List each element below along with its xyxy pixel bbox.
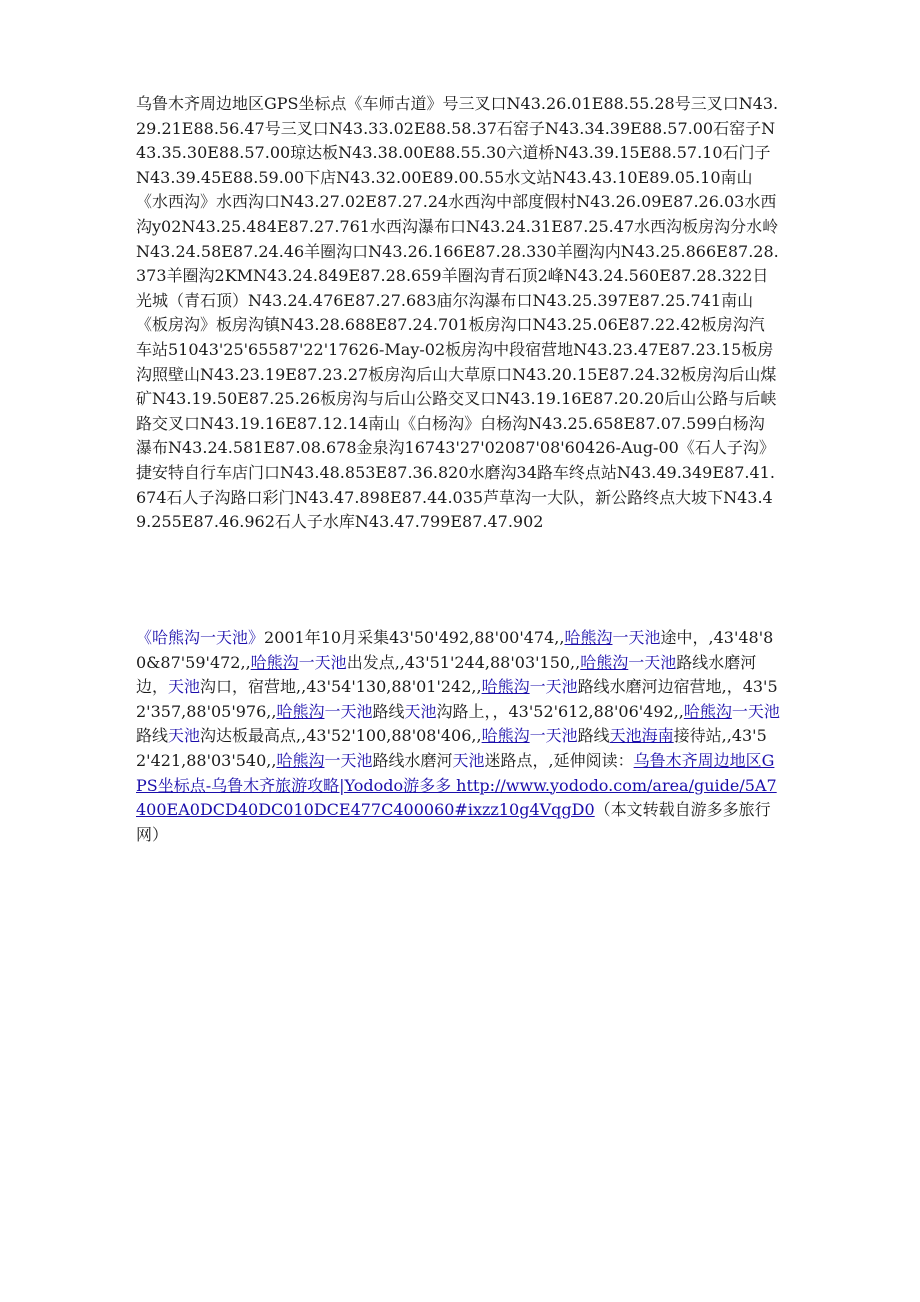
hyperlink[interactable]: 哈熊沟: [276, 701, 325, 721]
link-text[interactable]: 一天池: [324, 750, 373, 770]
hyperlink[interactable]: 哈熊沟: [276, 750, 325, 770]
link-text[interactable]: 一天池: [529, 726, 578, 746]
text-run: （本文转载自游多多旅行网）: [136, 800, 771, 844]
text-run: 沟达板最高点,,43'52'100,88'08'406,,: [200, 726, 482, 746]
hyperlink[interactable]: 哈熊沟: [580, 652, 629, 672]
text-run: 沟路上，，43'52'612,88'06'492,,: [436, 701, 684, 721]
text-run: 路线: [577, 726, 610, 746]
text-run: 路线水磨河边，: [136, 652, 757, 697]
text-run: 接待站,,43'52'421,88'03'540,,: [136, 726, 767, 770]
link-text[interactable]: 《哈熊沟一天池》: [136, 628, 265, 647]
text-run: 路线水磨河: [372, 750, 453, 770]
hyperlink[interactable]: 哈熊沟: [481, 677, 530, 697]
hyperlink[interactable]: 天池海南: [609, 726, 674, 746]
link-text[interactable]: 天池: [452, 750, 485, 770]
link-text[interactable]: 天池: [168, 726, 201, 746]
link-text[interactable]: 一天池: [298, 652, 347, 672]
text-run: 途中，,43'48'80&87'59'472,,: [136, 628, 774, 672]
hyperlink[interactable]: 哈熊沟: [564, 628, 613, 647]
link-text[interactable]: 一天池: [612, 628, 661, 647]
link-text[interactable]: 天池: [168, 677, 201, 697]
text-run: 路线: [372, 701, 405, 721]
text-run: 迷路点，,延伸阅读：: [484, 750, 634, 770]
hyperlink[interactable]: 哈熊沟: [683, 701, 732, 721]
link-text[interactable]: 一天池: [324, 701, 373, 721]
text-run: 路线: [136, 726, 169, 746]
hyperlink[interactable]: 乌鲁木齐周边地区GPS坐标点-乌鲁木齐旅游攻略|Yododo游多多 http://www.yododo.com/area/guide/5A7400EA0DCD40DC010DCE477C400060#ixzz10g4VqgD0: [136, 750, 777, 820]
gps-coordinates-paragraph: 乌鲁木齐周边地区GPS坐标点《车师古道》号三叉口N43.26.01E88.55.28号三叉口N43.29.21E88.56.47号三叉口N43.33.02E88.58.37石窑子N43.34.39E88.57.00石窑子N43.35.30E88.57.00琼达板N43.38.00E88.55.30六道桥N43.39.15E88.57.10石门子N43.39.45E88.59.00下店N43.32.00E89.00.55水文站N43.43.10E89.05.10南山《水西沟》水西沟口N43.27.02E87.27.24水西沟中部度假村N43.26.09E87.26.03水西沟y02N43.25.484E87.27.761水西沟瀑布口N43.24.31E87.25.47水西沟板房沟分水岭N43.24.58E87.24.46羊圈沟口N43.26.166E87.28.330羊圈沟内N43.25.866E87.28.373羊圈沟2KMN43.24.849E87.28.659羊圈沟青石顶2峰N43.24.560E87.28.322日光城（青石顶）N43.24.476E87.27.683庙尔沟瀑布口N43.25.397E87.25.741南山《板房沟》板房沟镇N43.28.688E87.24.701板房沟口N43.25.06E87.22.42板房沟汽车站51043'25'65587'22'17626-May-02板房沟中段宿营地N43.23.47E87.23.15板房沟照壁山N43.23.19E87.23.27板房沟后山大草原口N43.20.15E87.24.32板房沟后山煤矿N43.19.50E87.25.26板房沟与后山公路交叉口N43.19.16E87.20.20后山公路与后峡路交叉口N43.19.16E87.12.14南山《白杨沟》白杨沟N43.25.658E87.07.599白杨沟瀑布N43.24.581E87.08.678金泉沟16743'27'02087'08'60426-Aug-00《石人子沟》捷安特自行车店门口N43.48.853E87.36.820水磨沟34路车终点站N43.49.349E87.41.674石人子沟路口彩门N43.47.898E87.44.035芦草沟一大队，新公路终点大坡下N43.49.255E87.46.962石人子水库N43.47.799E87.47.902: [136, 94, 779, 532]
hyperlink[interactable]: 哈熊沟: [250, 652, 299, 672]
link-text[interactable]: 一天池: [628, 652, 677, 672]
text-run: 路线水磨河边宿营地,，43'52'357,88'05'976,,: [136, 677, 778, 721]
tianchi-route-paragraph: [136, 626, 780, 847]
hyperlink[interactable]: 哈熊沟: [481, 726, 530, 746]
text-run: 出发点,,43'51'244,88'03'150,,: [346, 652, 581, 672]
link-text[interactable]: 一天池: [529, 677, 578, 697]
text-run: 2001年10月采集43'50'492,88'00'474,,: [264, 628, 565, 647]
link-text[interactable]: 一天池: [731, 701, 780, 721]
link-text[interactable]: 天池: [404, 701, 437, 721]
text-run: 沟口，宿营地,,43'54'130,88'01'242,,: [200, 677, 482, 697]
